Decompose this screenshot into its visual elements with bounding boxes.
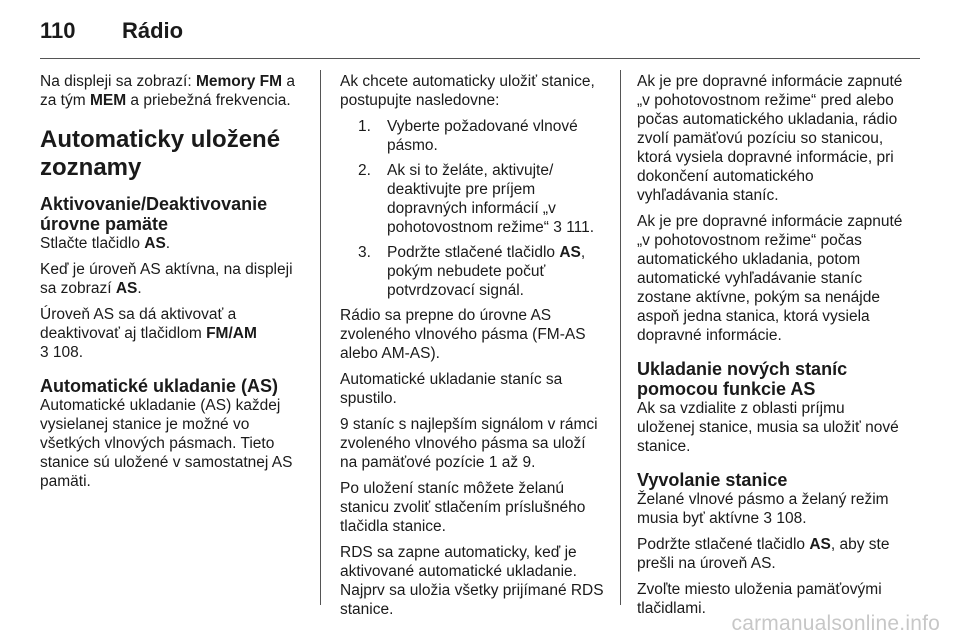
paragraph: Automatické ukladanie staníc sa spustilo. (340, 371, 563, 407)
subsection-heading-recall-station: Vyvolanie stanice (637, 470, 788, 490)
paragraph: Ak je pre dopravné informácie zapnuté „v pohotovostnom režime“ pred alebo počas automatického ukladania, rádio zvolí pamäťovú pozíciu so stanicou, ktorá vysiela dopravné informácie, pri dokončení automatického vyhľadávania staníc. (637, 73, 903, 204)
page-number: 110 (40, 18, 76, 43)
column-2 (340, 72, 605, 626)
paragraph: Ak sa vzdialite z oblasti príjmu uloženej stanice, musia sa uložiť nové stanice. (637, 400, 899, 455)
column-1 (40, 72, 306, 498)
column-divider-1 (320, 70, 321, 605)
section-title: Automaticky uložené zoznamy (40, 126, 281, 181)
paragraph: RDS sa zapne automaticky, keď je aktivované automatické ukladanie. Najprv sa uložia všetky prijímané RDS stanice. (340, 544, 604, 618)
paragraph: Zvoľte miesto uloženia pamäťovými tlačidlami. (637, 581, 882, 617)
header-rule (40, 58, 920, 59)
list-item: 1. Vyberte požadované vlnové pásmo. (358, 118, 578, 154)
paragraph: Stlačte tlačidlo AS. (40, 235, 171, 252)
list-item: 3. Podržte stlačené tlačidlo AS, pokým nebudete počuť potvrdzovací signál. (358, 244, 586, 299)
steps-list (340, 117, 605, 300)
paragraph: Ak je pre dopravné informácie zapnuté „v pohotovostnom režime“ počas automatického ukladania, potom automatické vyhľadávanie staníc zostane aktívne, pokým sa nenájde aspoň jedna stanica, ktorá vysiela dopravné informácie. (637, 213, 903, 344)
paragraph: Ak chcete automaticky uložiť stanice, postupujte nasledovne: (340, 73, 595, 109)
paragraph: Keď je úroveň AS aktívna, na displeji sa zobrazí AS. (40, 261, 293, 297)
chapter-title: Rádio (122, 18, 184, 43)
watermark: carmanualsonline.info (731, 612, 940, 635)
subsection-heading-autostore: Automatické ukladanie (AS) (40, 376, 279, 396)
paragraph: Po uložení staníc môžete želanú stanicu zvoliť stlačením príslušného tlačidla stanice. (340, 480, 586, 535)
subsection-heading-memory-level: Aktivovanie/Deaktivovanie úrovne pamäte (40, 194, 268, 234)
paragraph: 9 staníc s najlepším signálom v rámci zvoleného vlnového pásma sa uloží na pamäťové pozície 1 až 9. (340, 416, 598, 471)
paragraph: Želané vlnové pásmo a želaný režim musia byť aktívne 3 108. (637, 491, 889, 527)
paragraph: Rádio sa prepne do úrovne AS zvoleného vlnového pásma (FM-AS alebo AM-AS). (340, 307, 586, 362)
paragraph: Úroveň AS sa dá aktivovať a deaktivovať aj tlačidlom FM/AM 3 108. (40, 306, 257, 361)
column-3 (637, 72, 905, 625)
list-item: 2. Ak si to želáte, aktivujte/ deaktivujte pre príjem dopravných informácií „v pohotovostnom režime“ 3 111. (358, 162, 595, 236)
column-divider-2 (620, 70, 621, 605)
intro-paragraph: Na displeji sa zobrazí: Memory FM a za tým MEM a priebežná frekvencia. (40, 73, 295, 109)
subsection-heading-new-stations: Ukladanie nových staníc pomocou funkcie AS (637, 359, 848, 399)
paragraph: Automatické ukladanie (AS) každej vysielanej stanice je možné vo všetkých vlnových pásmach. Tieto stanice sú uložené v samostatnej AS pamäti. (40, 397, 293, 490)
paragraph: Podržte stlačené tlačidlo AS, aby ste prešli na úroveň AS. (637, 536, 890, 572)
